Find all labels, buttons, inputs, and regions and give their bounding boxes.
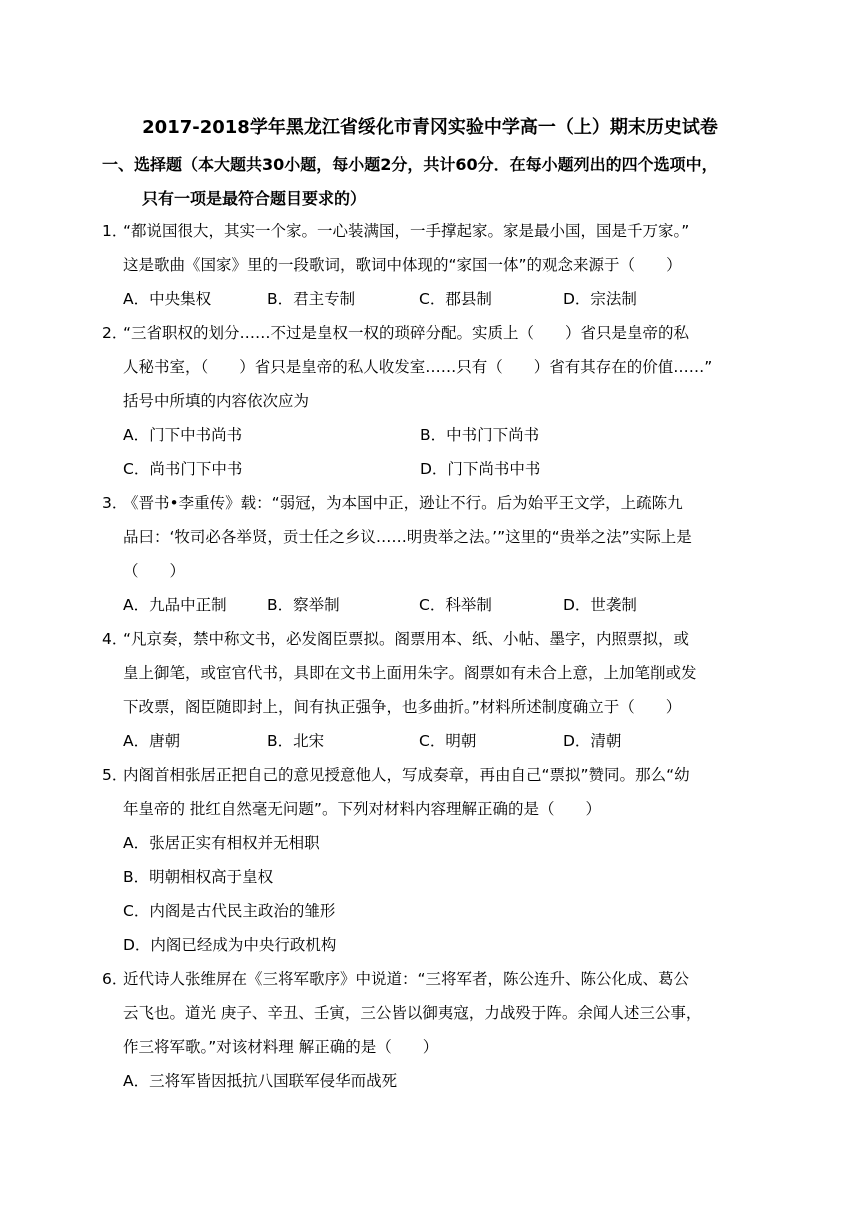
option-row	[102, 418, 764, 452]
question-number: 2．	[102, 324, 128, 342]
option-a[interactable]: A．唐朝	[123, 732, 181, 750]
option-c[interactable]: C．郡县制	[419, 290, 492, 308]
question-stem-line: 品曰：‘牧司必各举贤，贡士任之乡议……明贵举之法。’”这里的“贵举之法”实际上是	[123, 528, 692, 546]
question-number: 1．	[102, 222, 128, 240]
question-stem-line: 这是歌曲《国家》里的一段歌词，歌词中体现的“家国一体”的观念来源于（ ）	[123, 256, 682, 274]
question-stem-line: （ ）	[123, 562, 186, 580]
question-stem-line: 2．“三省职权的划分……不过是皇权一权的琐碎分配。实质上（ ）省只是皇帝的私	[102, 316, 764, 350]
option-a[interactable]: A．中央集权	[123, 290, 212, 308]
option-d[interactable]: D．宗法制	[563, 290, 637, 308]
question-stem-line: 1．“都说国很大，其实一个家。一心装满国，一手撑起家。家是最小国，国是千万家。”	[102, 214, 764, 248]
option-d[interactable]: D．清朝	[563, 732, 622, 750]
option-b[interactable]: B．中书门下尚书	[420, 426, 540, 444]
option-d[interactable]: D．门下尚书中书	[420, 460, 541, 478]
exam-title: 2017-2018学年黑龙江省绥化市青冈实验中学高一（上）期末历史试卷	[142, 117, 718, 138]
option-b[interactable]: B．君主专制	[267, 290, 356, 308]
question-stem-line: 3．《晋书•李重传》载：“弱冠，为本国中正，逊让不行。后为始平王文学，上疏陈九	[102, 486, 764, 520]
question-stem-line: 括号中所填的内容依次应为	[123, 392, 310, 410]
option-row	[102, 452, 764, 486]
option-d[interactable]: D．世袭制	[563, 596, 637, 614]
option-b[interactable]: B．明朝相权高于皇权	[123, 868, 274, 886]
section-heading-line-2: 只有一项是最符合题目要求的）	[142, 189, 367, 208]
option-b[interactable]: B．察举制	[267, 596, 340, 614]
question-4	[102, 622, 764, 758]
option-row	[102, 724, 764, 758]
question-3	[102, 486, 764, 622]
question-stem-line: 人秘书室，（ ）省只是皇帝的私人收发室……只有（ ）省有其存在的价值……”	[123, 358, 713, 376]
option-row	[102, 282, 764, 316]
question-stem-line: 皇上御笔，或宦官代书，具即在文书上面用朱字。阁票如有未合上意，上加笔削或发	[123, 664, 697, 682]
question-number: 4．	[102, 630, 128, 648]
option-c[interactable]: C．科举制	[419, 596, 492, 614]
question-list	[102, 214, 764, 1098]
question-6	[102, 962, 764, 1098]
question-stem-line: 4．“凡京奏，禁中称文书，必发阁臣票拟。阁票用本、纸、小帖、墨字，内照票拟，或	[102, 622, 764, 656]
option-a[interactable]: A．张居正实有相权并无相职	[123, 834, 320, 852]
option-c[interactable]: C．明朝	[419, 732, 477, 750]
option-d[interactable]: D．内阁已经成为中央行政机构	[123, 936, 337, 954]
section-heading	[102, 148, 762, 216]
question-stem-line: 下改票，阁臣随即封上，间有执正强争，也多曲折。”材料所述制度确立于（ ）	[123, 698, 682, 716]
option-a[interactable]: A．门下中书尚书	[123, 426, 243, 444]
question-2	[102, 316, 764, 486]
option-c[interactable]: C．尚书门下中书	[123, 460, 243, 478]
question-stem-line: 6．近代诗人张维屏在《三将军歌序》中说道：“三将军者，陈公连升、陈公化成、葛公	[102, 962, 764, 996]
section-heading-line-1: 一、选择题（本大题共30小题，每小题2分，共计60分．在每小题列出的四个选项中，	[102, 155, 718, 174]
question-stem-line: 5．内阁首相张居正把自己的意见授意他人，写成奏章，再由自己“票拟”赞同。那么“幼	[102, 758, 764, 792]
question-number: 6．	[102, 970, 128, 988]
option-c[interactable]: C．内阁是古代民主政治的雏形	[123, 902, 336, 920]
option-row	[102, 588, 764, 622]
question-number: 5．	[102, 766, 128, 784]
question-stem-line: 作三将军歌。”对该材料理 解正确的是（ ）	[123, 1038, 439, 1056]
option-b[interactable]: B．北宋	[267, 732, 325, 750]
question-stem-line: 年皇帝的 批红自然毫无问题”。下列对材料内容理解正确的是（ ）	[123, 800, 601, 818]
question-number: 3．	[102, 494, 128, 512]
question-stem-line: 云飞也。道光 庚子、辛丑、壬寅，三公皆以御夷寇，力战殁于阵。余闻人述三公事，	[123, 1004, 702, 1022]
option-a[interactable]: A．三将军皆因抵抗八国联军侵华而战死	[123, 1072, 398, 1090]
option-a[interactable]: A．九品中正制	[123, 596, 227, 614]
question-1	[102, 214, 764, 316]
question-5	[102, 758, 764, 962]
